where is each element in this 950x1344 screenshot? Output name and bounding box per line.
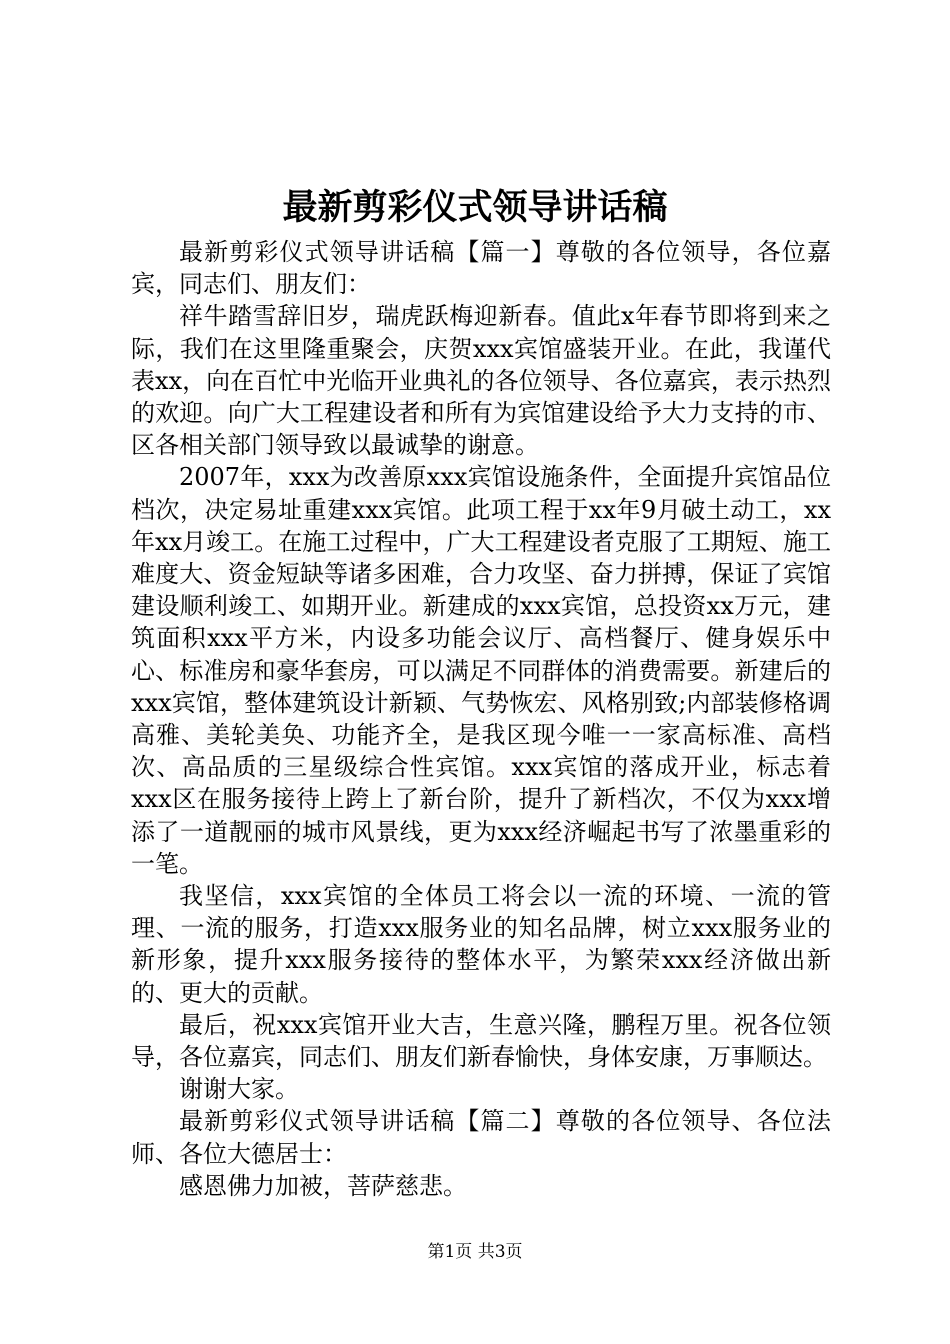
document-body (131, 236, 831, 1202)
paragraph: 最新剪彩仪式领导讲话稿【篇二】尊敬的各位领导、各位法师、各位大德居士： (131, 1107, 831, 1168)
paragraph: 祥牛踏雪辞旧岁，瑞虎跃梅迎新春。值此x年春节即将到来之际，我们在这里隆重聚会，庆贺xxx宾馆盛装开业。在此，我谨代表xx，向在百忙中光临开业典礼的各位领导、各位嘉宾，表示热烈的欢迎。向广大工程建设者和所有为宾馆建设给予大力支持的市、区各相关部门领导致以最诚挚的谢意。 (131, 302, 831, 460)
paragraph: 最新剪彩仪式领导讲话稿【篇一】尊敬的各位领导，各位嘉宾，同志们、朋友们： (131, 238, 831, 299)
paragraph: 谢谢大家。 (179, 1075, 299, 1104)
paragraph: 2007年，xxx为改善原xxx宾馆设施条件，全面提升宾馆品位档次，决定易址重建xxx宾馆。此项工程于xx年9月破土动工，xx年xx月竣工。在施工过程中，广大工程建设者克服了工期短、施工难度大、资金短缺等诸多困难，合力攻坚、奋力拼搏，保证了宾馆建设顺利竣工、如期开业。新建成的xxx宾馆，总投资xx万元，建筑面积xxx平方米，内设多功能会议厅、高档餐厅、健身娱乐中心、标准房和豪华套房，可以满足不同群体的消费需要。新建后的xxx宾馆，整体建筑设计新颖、气势恢宏、风格别致;内部装修格调高雅、美轮美奂、功能齐全，是我区现今唯一一家高标准、高档次、高品质的三星级综合性宾馆。xxx宾馆的落成开业，标志着xxx区在服务接待上跨上了新台阶，提升了新档次，不仅为xxx增添了一道靓丽的城市风景线，更为xxx经济崛起书写了浓墨重彩的一笔。 (131, 463, 831, 878)
document-title: 最新剪彩仪式领导讲话稿 (282, 187, 668, 228)
paragraph: 我坚信，xxx宾馆的全体员工将会以一流的环境、一流的管理、一流的服务，打造xxx服务业的知名品牌，树立xxx服务业的新形象，提升xxx服务接待的整体水平，为繁荣xxx经济做出新的、更大的贡献。 (131, 882, 831, 1007)
paragraph: 最后，祝xxx宾馆开业大吉，生意兴隆，鹏程万里。祝各位领导，各位嘉宾，同志们、朋友们新春愉快，身体安康，万事顺达。 (131, 1010, 831, 1072)
paragraph: 感恩佛力加被，菩萨慈悲。 (179, 1171, 467, 1200)
page-number-footer: 第1页 共3页 (427, 1242, 523, 1262)
